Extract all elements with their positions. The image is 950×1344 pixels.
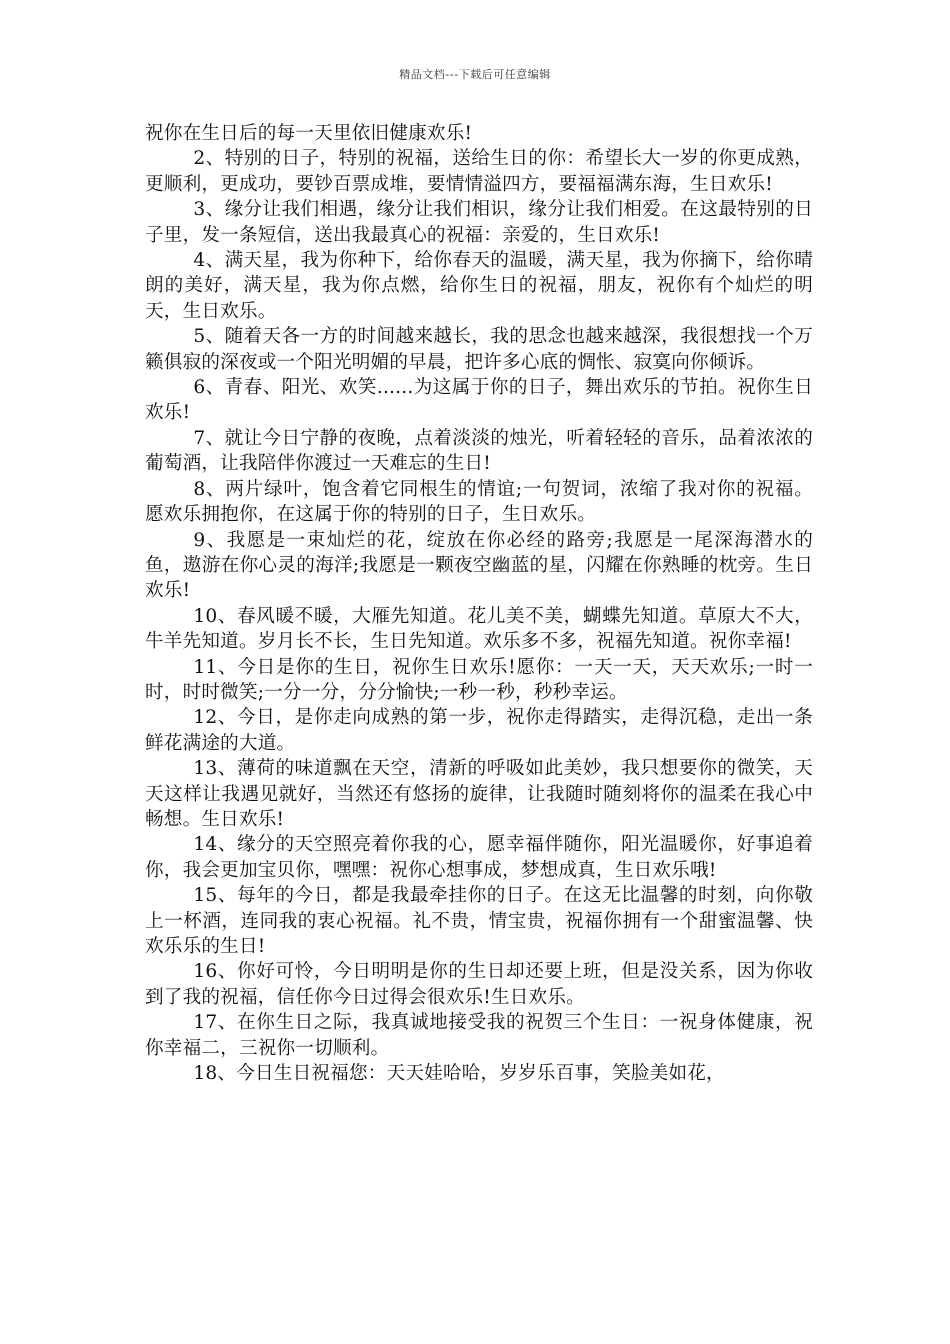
paragraph-4: 4、满天星，我为你种下，给你春天的温暖，满天星，我为你摘下，给你晴朗的美好，满天星，我为你点燃，给你生日的祝福，朋友，祝你有个灿烂的明天，生日欢乐。 bbox=[145, 250, 813, 322]
paragraph-2: 2、特别的日子，特别的祝福，送给生日的你：希望长大一岁的你更成熟，更顺利，更成功，要钞百票成堆，要情情溢四方，要福福满东海，生日欢乐! bbox=[145, 148, 813, 195]
paragraph-16: 16、你好可怜，今日明明是你的生日却还要上班，但是没关系，因为你收到了我的祝福，信任你今日过得会很欢乐!生日欢乐。 bbox=[145, 961, 813, 1008]
paragraph-8: 8、两片绿叶，饱含着它同根生的情谊;一句贺词，浓缩了我对你的祝福。愿欢乐拥抱你，在这属于你的特别的日子，生日欢乐。 bbox=[145, 478, 813, 526]
paragraph-continuation: 祝你在生日后的每一天里依旧健康欢乐! bbox=[145, 123, 473, 144]
paragraph-17: 17、在你生日之际，我真诚地接受我的祝贺三个生日：一祝身体健康，祝你幸福二，三祝你一切顺利。 bbox=[145, 1012, 813, 1059]
paragraph-3: 3、缘分让我们相遇，缘分让我们相识，缘分让我们相爱。在这最特别的日子里，发一条短信，送出我最真心的祝福：亲爱的，生日欢乐! bbox=[145, 199, 813, 246]
paragraph-7: 7、就让今日宁静的夜晚，点着淡淡的烛光，听着轻轻的音乐，品着浓浓的葡萄酒，让我陪伴你渡过一天难忘的生日! bbox=[145, 427, 813, 475]
paragraph-13: 13、薄荷的味道飘在天空，清新的呼吸如此美妙，我只想要你的微笑，天天这样让我遇见就好，当然还有悠扬的旋律，让我随时随刻将你的温柔在我心中畅想。生日欢乐! bbox=[145, 758, 813, 830]
paragraph-9: 9、我愿是一束灿烂的花，绽放在你必经的路旁;我愿是一尾深海潜水的鱼，遨游在你心灵的海洋;我愿是一颗夜空幽蓝的星，闪耀在你熟睡的枕旁。生日欢乐! bbox=[145, 529, 813, 602]
paragraph-14: 14、缘分的天空照亮着你我的心，愿幸福伴随你，阳光温暖你，好事追着你，我会更加宝贝你，嘿嘿：祝你心想事成，梦想成真，生日欢乐哦! bbox=[145, 834, 813, 881]
page-header: 精品文档---下载后可任意编辑 bbox=[399, 68, 551, 81]
paragraph-10: 10、春风暖不暖，大雁先知道。花儿美不美，蝴蝶先知道。草原大不大，牛羊先知道。岁月长不长，生日先知道。欢乐多不多，祝福先知道。祝你幸福! bbox=[145, 605, 813, 653]
paragraph-12: 12、今日，是你走向成熟的第一步，祝你走得踏实，走得沉稳，走出一条鲜花满途的大道。 bbox=[145, 707, 813, 754]
document-body bbox=[145, 121, 813, 1086]
paragraph-6: 6、青春、阳光、欢笑......为这属于你的日子，舞出欢乐的节拍。祝你生日欢乐! bbox=[145, 377, 813, 424]
paragraph-18: 18、今日生日祝福您：天天娃哈哈，岁岁乐百事，笑脸美如花， bbox=[193, 1063, 725, 1085]
paragraph-5: 5、随着天各一方的时间越来越长，我的思念也越来越深，我很想找一个万籁俱寂的深夜或一个阳光明媚的早晨，把许多心底的惆怅、寂寞向你倾诉。 bbox=[145, 326, 813, 373]
paragraph-15: 15、每年的今日，都是我最牵挂你的日子。在这无比温馨的时刻，向你敬上一杯酒，连同我的衷心祝福。礼不贵，情宝贵，祝福你拥有一个甜蜜温馨、快欢乐乐的生日! bbox=[145, 885, 813, 957]
paragraph-11: 11、今日是你的生日，祝你生日欢乐!愿你：一天一天，天天欢乐;一时一时，时时微笑;一分一分，分分愉快;一秒一秒，秒秒幸运。 bbox=[145, 656, 813, 703]
